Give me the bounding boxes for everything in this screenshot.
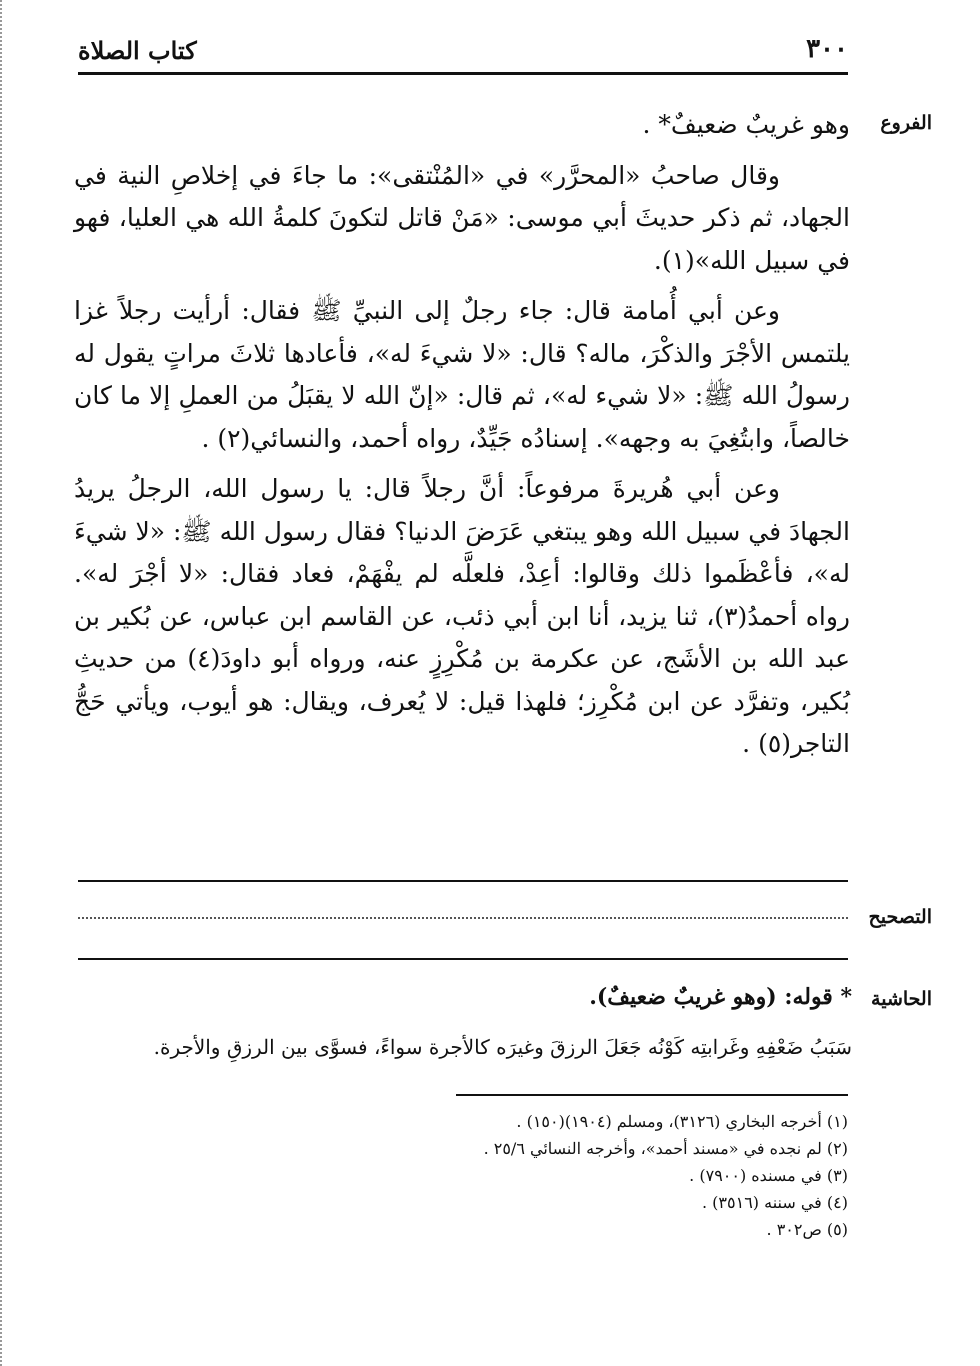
- hashiya-text: سَبَبُ ضَعْفِهِ وغَرابتِه كَوْنُه جَعَلَ الرزقَ وغيرَه كالأجرة سواءً، فسوَّى بين الرزقِ والأجرة.: [153, 1035, 852, 1059]
- page-edge: [0, 0, 8, 1366]
- footnote-5: (٥) ص٣٠٢ .: [766, 1220, 848, 1239]
- footnote-1: (١) أخرجه البخاري (٣١٢٦)، ومسلم (١٩٠٤)(١٥٠) .: [516, 1112, 848, 1131]
- tashih-dotted-line: [78, 917, 848, 919]
- page-number: ٣٠٠: [806, 34, 848, 64]
- paragraph-2: وقال صاحبُ «المحرَّر» في «المُنْتقى»: ما جاءَ في إخلاصِ النية في الجهاد، ثم ذكر حديثَ أبي موسى: «مَنْ قاتل لتكونَ كلمةُ الله هي العليا، فهو في سبيل الله»(١).: [74, 160, 850, 275]
- paragraph-3: وعن أبي أُمامة قال: جاء رجلٌ إلى النبيِّ ﷺ فقال: أرأيت رجلاً غزا يلتمس الأجْرَ والذكْرَ، ماله؟ قال: «لا شيءَ له»، فأعادها ثلاثَ مراتٍ يقول له رسولُ الله ﷺ: «لا شيء له»، ثم قال: «إنّ الله لا يقبَلُ من العملِ إلا ما كان خالصاً، وابتُغِيَ به وجهه». إسنادُه جَيِّدٌ، رواه أحمد، والنسائي(٢) .: [74, 296, 850, 453]
- paragraph-1: وهو غريبٌ ضعيفٌ* .: [642, 110, 850, 139]
- side-label-hashiya: الحاشية: [871, 988, 932, 1010]
- hashiya-heading: * قوله: (وهو غريبٌ ضعيفٌ).: [589, 984, 852, 1010]
- footnote-4: (٤) في سننه (٣٥١٦) .: [701, 1193, 848, 1212]
- main-text: [74, 104, 850, 774]
- side-label-tashih: التصحيح: [868, 906, 932, 928]
- side-label-furu: الفروع: [880, 112, 932, 134]
- book-title: كتاب الصلاة: [78, 36, 197, 65]
- paragraph-4: وعن أبي هُريرةَ مرفوعاً: أنَّ رجلاً قال: يا رسول الله، الرجلُ يريدُ الجهادَ في سبيل الله وهو يبتغي عَرَضَ الدنيا؟ فقال رسول الله ﷺ: «لا شيءَ له»، فأعْظَموا ذلك وقالوا: أعِدْ، فلعلَّه لم يفْهَمْ، فعاد فقال: «لا أجْرَ له». رواه أحمدُ(٣)، ثنا يزيد، أنا ابن أبي ذئب، عن القاسم ابن عباس، عن بُكير بن عبد الله بن الأشَج، عن عكرمة بن مُكْرِزٍ عنه، ورواه أبو داودَ(٤) من حديثِ بُكير، وتفرَّد عن ابن مُكْرِز؛ فلهذا قيل: لا يُعرف، ويقال: هو أيوب، ويأتي حَجُّ التاجر(٥) .: [74, 474, 851, 758]
- page-header: [78, 34, 848, 70]
- footnotes: [348, 1108, 848, 1243]
- header-rule: [78, 72, 848, 75]
- footnote-3: (٣) في مسنده (٧٩٠٠) .: [689, 1166, 848, 1185]
- footnote-2: (٢) لم نجده في «مسند أحمد»، وأخرجه النسائي ٢٥/٦ .: [483, 1139, 848, 1158]
- footnote-rule: [456, 1094, 848, 1096]
- section-rule-bottom: [78, 958, 848, 960]
- section-rule-top: [78, 880, 848, 882]
